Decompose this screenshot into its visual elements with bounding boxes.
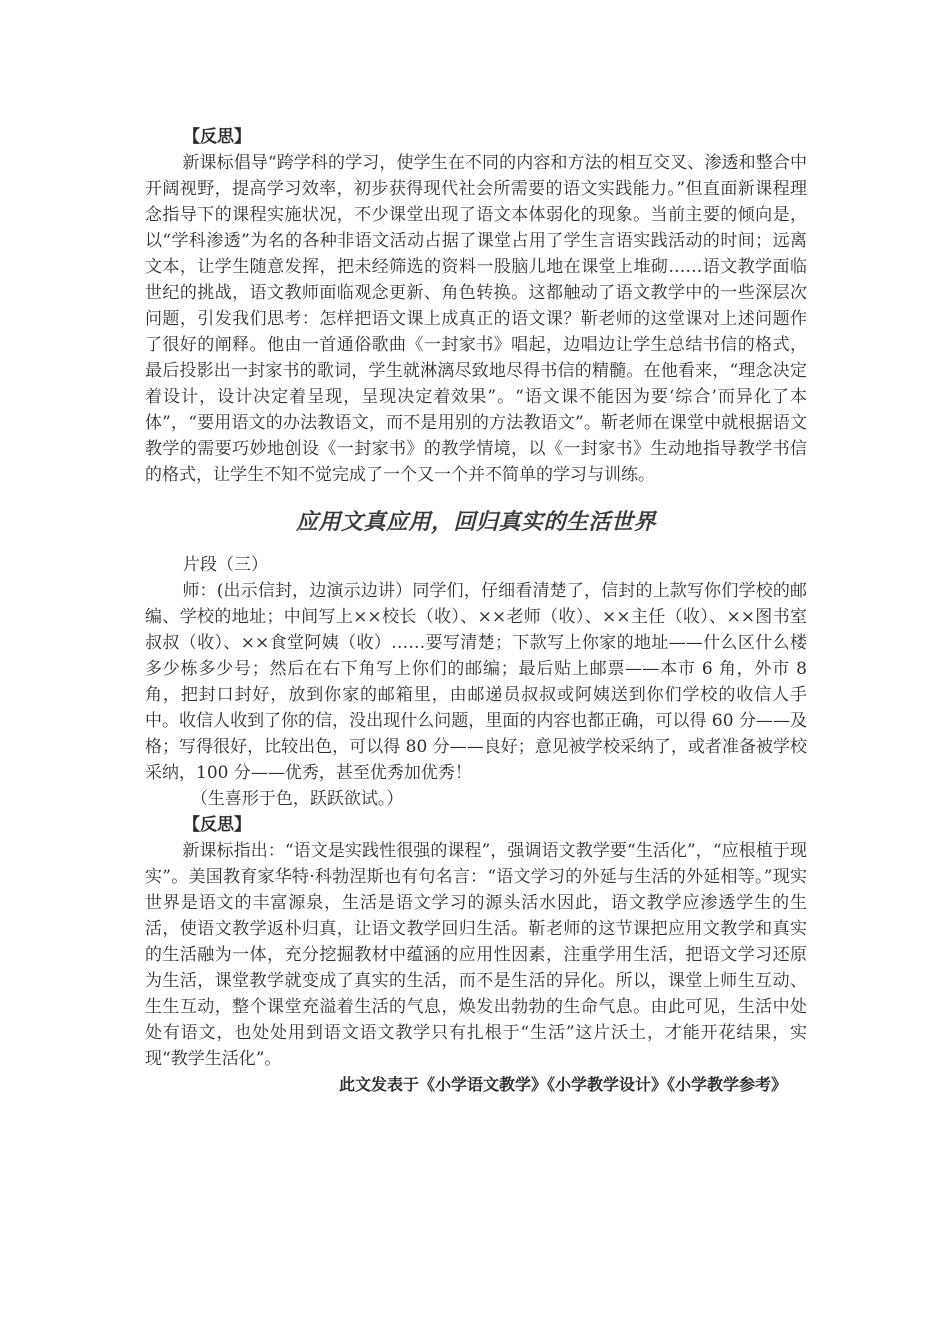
reflection-heading-1: 【反思】 [183, 127, 251, 147]
section-title: 应用文真应用，回归真实的生活世界 [295, 510, 656, 535]
reflection-heading-2: 【反思】 [183, 815, 251, 835]
reflection-body-1: 新课标倡导“跨学科的学习，使学生在不同的内容和方法的相互交叉、渗透和整合中开阔视野，提高学习效率，初步获得现代社会所需要的语文实践能力。”但直面新课程理念指导下的课程实施状况，不少课堂出现了语文本体弱化的现象。当前主要的倾向是，以“学科渗透”为名的各种非语文活动占据了课堂占用了学生言语实践活动的时间；远离文本，让学生随意发挥，把未经筛选的资料一股脑儿地在课堂上堆砌……语文教学面临世纪的挑战，语文教师面临观念更新、角色转换。这都触动了语文教学中的一些深层次问题，引发我们思考：怎样把语文课上成真正的语文课？靳老师的这堂课对上述问题作了很好的阐释。他由一首通俗歌曲《一封家书》唱起，边唱边让学生总结书信的格式，最后投影出一封家书的歌词，学生就淋漓尽致地尽得书信的精髓。在他看来，“理念决定着设计，设计决定着呈现，呈现决定着效果”。“语文课不能因为要‘综合’而异化了本体”，“要用语文的办法教语文，而不是用别的方法教语文”。靳老师在课堂中就根据语文教学的需要巧妙地创设《一封家书》的教学情境，以《一封家书》生动地指导教学书信的格式，让学生不知不觉完成了一个又一个并不简单的学习与训练。 [145, 153, 807, 485]
publication-note: 此文发表于《小学语文教学》《小学教学设计》《小学教学参考》 [338, 1075, 787, 1094]
student-reaction: （生喜形于色，跃跃欲试。） [190, 789, 404, 809]
document-page [145, 124, 807, 1098]
teacher-speech: 师：(出示信封，边演示边讲）同学们，仔细看清楚了，信封的上款写你们学校的邮编、学校的地址；中间写上××校长（收）、××老师（收）、××主任（收）、××图书室叔叔（收）、××食堂阿姨（收）……要写清楚；下款写上你家的地址——什么区什么楼多少栋多少号；然后在右下角写上你们的邮编；最后贴上邮票——本市 6 角，外市 8 角，把封口封好，放到你家的邮箱里，由邮递员叔叔或阿姨送到你们学校的收信人手中。收信人收到了你的信，没出现什么问题，里面的内容也都正确，可以得 60 分——及格；写得很好，比较出色，可以得 80 分——良好；意见被学校采纳了，或者准备被学校采纳，100 分——优秀，甚至优秀加优秀！ [145, 581, 807, 783]
fragment-label: 片段（三） [183, 555, 268, 575]
reflection-body-2: 新课标指出：“语文是实践性很强的课程”，强调语文教学要“生活化”，“应根植于现实”。美国教育家华特·科勃涅斯也有句名言：“语文学习的外延与生活的外延相等。”现实世界是语文的丰富源泉，生活是语文学习的源头活水因此，语文教学应渗透学生的生活，使语文教学返朴归真，让语文教学回归生活。靳老师的这节课把应用文教学和真实的生活融为一体，充分挖掘教材中蕴涵的应用性因素，注重学用生活，把语文学习还原为生活，课堂教学就变成了真实的生活，而不是生活的异化。所以，课堂上师生互动、生生互动，整个课堂充溢着生活的气息，焕发出勃勃的生命气息。由此可见，生活中处处有语文，也处处用到语文语文教学只有扎根于“生活”这片沃土，才能开花结果，实现“教学生活化”。 [145, 841, 807, 1069]
